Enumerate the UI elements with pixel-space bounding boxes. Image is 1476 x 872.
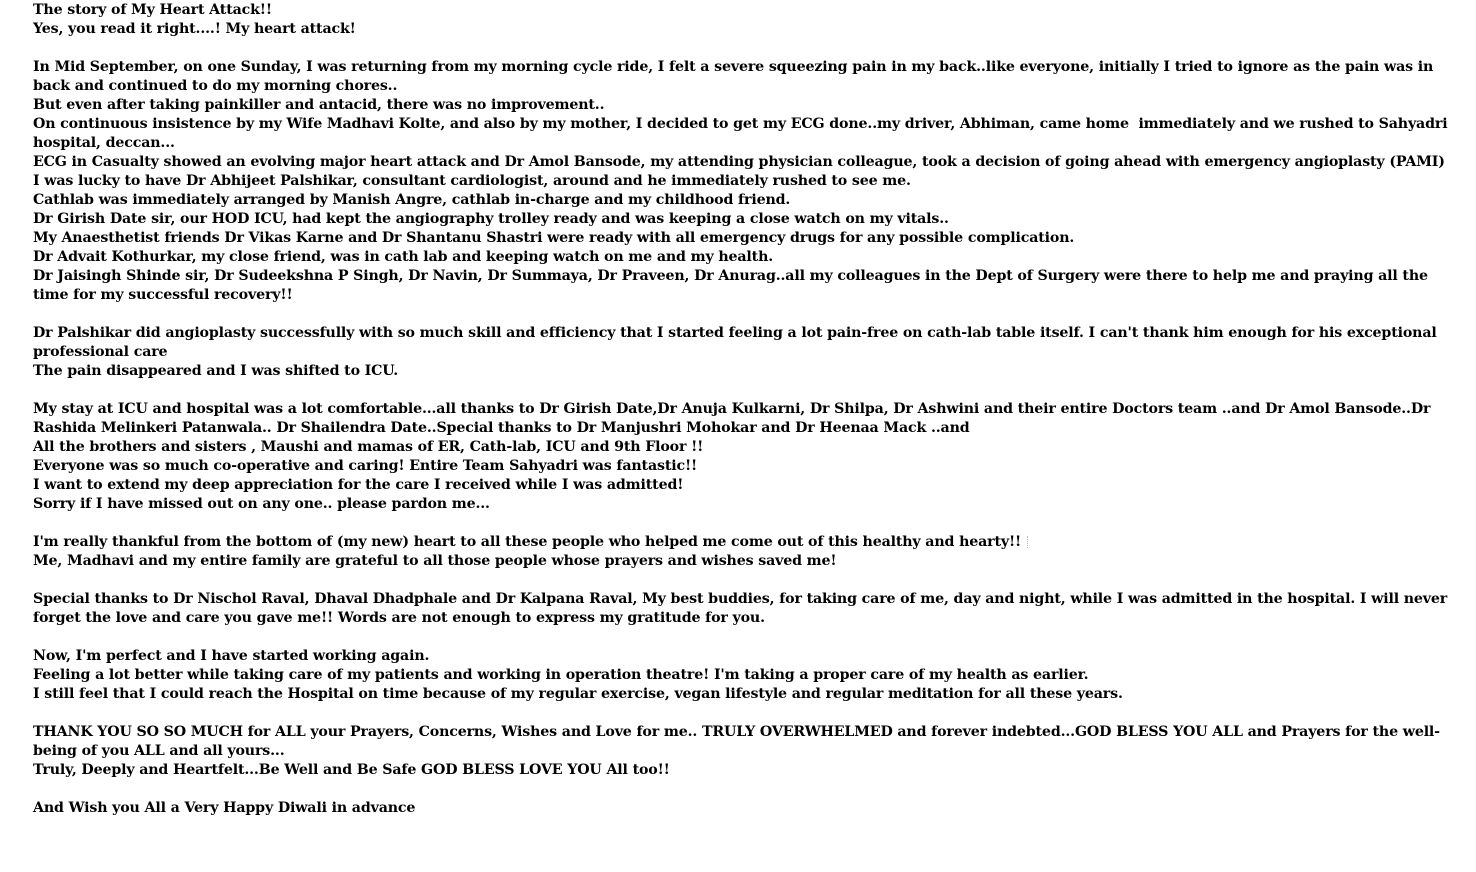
- text-line: The pain disappeared and I was shifted to ICU.: [33, 363, 399, 379]
- text-line: I'm really thankful from the bottom of (my new) heart to all these people who helped me come out of this healthy and hearty!!: [33, 534, 1022, 550]
- spacer: [33, 780, 1463, 799]
- text-line: And Wish you All a Very Happy Diwali in advance: [33, 800, 416, 816]
- text-line: In Mid September, on one Sunday, I was returning from my morning cycle ride, I felt a severe squeezing pain in my back..like everyone, initially I tried to ignore as the pain was in back and continued to do my morning chores..: [33, 59, 1438, 94]
- image-artifact: [1027, 536, 1030, 548]
- spacer: [33, 514, 1463, 533]
- spacer: [33, 571, 1463, 590]
- paragraph-closing: [33, 799, 1463, 818]
- paragraph-thankful: [33, 533, 1463, 571]
- text-line: Truly, Deeply and Heartfelt...Be Well and Be Safe GOD BLESS LOVE YOU All too!!: [33, 762, 670, 778]
- text-line: Dr Palshikar did angioplasty successfully with so much skill and efficiency that I started feeling a lot pain-free on cath-lab table itself. I can't thank him enough for his exceptional professional care: [33, 325, 1442, 360]
- text-line: ECG in Casualty showed an evolving major heart attack and Dr Amol Bansode, my attending physician colleague, took a decision of going ahead with emergency angioplasty (PAMI): [33, 154, 1445, 170]
- text-line: Dr Jaisingh Shinde sir, Dr Sudeekshna P Singh, Dr Navin, Dr Summaya, Dr Praveen, Dr Anurag..all my colleagues in the Dept of Surgery were there to help me and praying all the time for my successful recovery!!: [33, 268, 1433, 303]
- spacer: [33, 381, 1463, 400]
- text-line: On continuous insistence by my Wife Madhavi Kolte, and also by my mother, I decided to get my ECG done..my driver, Abhiman, came home immediately and we rushed to Sahyadri hospital, deccan...: [33, 116, 1453, 151]
- text-line: Special thanks to Dr Nischol Raval, Dhaval Dhadphale and Dr Kalpana Raval, My best buddies, for taking care of me, day and night, while I was admitted in the hospital. I will never forget the love and care you gave me!! Words are not enough to express my gratitude for you.: [33, 591, 1452, 626]
- paragraph-icu-stay: [33, 400, 1463, 514]
- paragraph-recovery: [33, 647, 1463, 704]
- text-line: But even after taking painkiller and antacid, there was no improvement..: [33, 97, 605, 113]
- text-line: Now, I'm perfect and I have started working again.: [33, 648, 430, 664]
- text-line: All the brothers and sisters , Maushi and mamas of ER, Cath-lab, ICU and 9th Floor !!: [33, 439, 704, 455]
- text-line: Dr Girish Date sir, our HOD ICU, had kept the angiography trolley ready and was keeping a close watch on my vitals..: [33, 211, 949, 227]
- spacer: [33, 628, 1463, 647]
- spacer: [33, 704, 1463, 723]
- paragraph-gratitude: [33, 723, 1463, 780]
- text-line: Feeling a lot better while taking care of my patients and working in operation theatre! I'm taking a proper care of my health as earlier.: [33, 667, 1089, 683]
- text-line: I want to extend my deep appreciation for the care I received while I was admitted!: [33, 477, 684, 493]
- text-line: I was lucky to have Dr Abhijeet Palshikar, consultant cardiologist, around and he immediately rushed to see me.: [33, 173, 911, 189]
- text-line: I still feel that I could reach the Hospital on time because of my regular exercise, vegan lifestyle and regular meditation for all these years.: [33, 686, 1123, 702]
- document-body: [33, 1, 1463, 818]
- text-line: THANK YOU SO SO MUCH for ALL your Prayers, Concerns, Wishes and Love for me.. TRULY OVERWHELMED and forever indebted...GOD BLESS YOU ALL and Prayers for the well-being of you ALL and all yours...: [33, 724, 1440, 759]
- text-line-with-artifact: [33, 533, 1463, 552]
- text-line: Everyone was so much co-operative and caring! Entire Team Sahyadri was fantastic!!: [33, 458, 698, 474]
- text-line: Sorry if I have missed out on any one.. please pardon me...: [33, 496, 490, 512]
- text-line: Dr Advait Kothurkar, my close friend, was in cath lab and keeping watch on me and my health.: [33, 249, 774, 265]
- document-title: The story of My Heart Attack!!: [33, 2, 272, 18]
- paragraph-onset: [33, 58, 1463, 305]
- text-line: Me, Madhavi and my entire family are grateful to all those people whose prayers and wishes saved me!: [33, 553, 837, 569]
- text-line: Cathlab was immediately arranged by Manish Angre, cathlab in-charge and my childhood friend.: [33, 192, 791, 208]
- text-line: My Anaesthetist friends Dr Vikas Karne and Dr Shantanu Shastri were ready with all emergency drugs for any possible complication.: [33, 230, 1075, 246]
- text-line: My stay at ICU and hospital was a lot comfortable...all thanks to Dr Girish Date,Dr Anuja Kulkarni, Dr Shilpa, Dr Ashwini and their entire Doctors team ..and Dr Amol Bansode..Dr Rashida Melinkeri Patanwala.. Dr Shailendra Date..Special thanks to Dr Manjushri Mohokar and Dr Heenaa Mack ..and: [33, 401, 1436, 436]
- document-subtitle: Yes, you read it right....! My heart attack!: [33, 21, 356, 37]
- spacer: [33, 305, 1463, 324]
- paragraph-special-thanks: [33, 590, 1463, 628]
- spacer: [33, 39, 1463, 58]
- paragraph-angioplasty: [33, 324, 1463, 381]
